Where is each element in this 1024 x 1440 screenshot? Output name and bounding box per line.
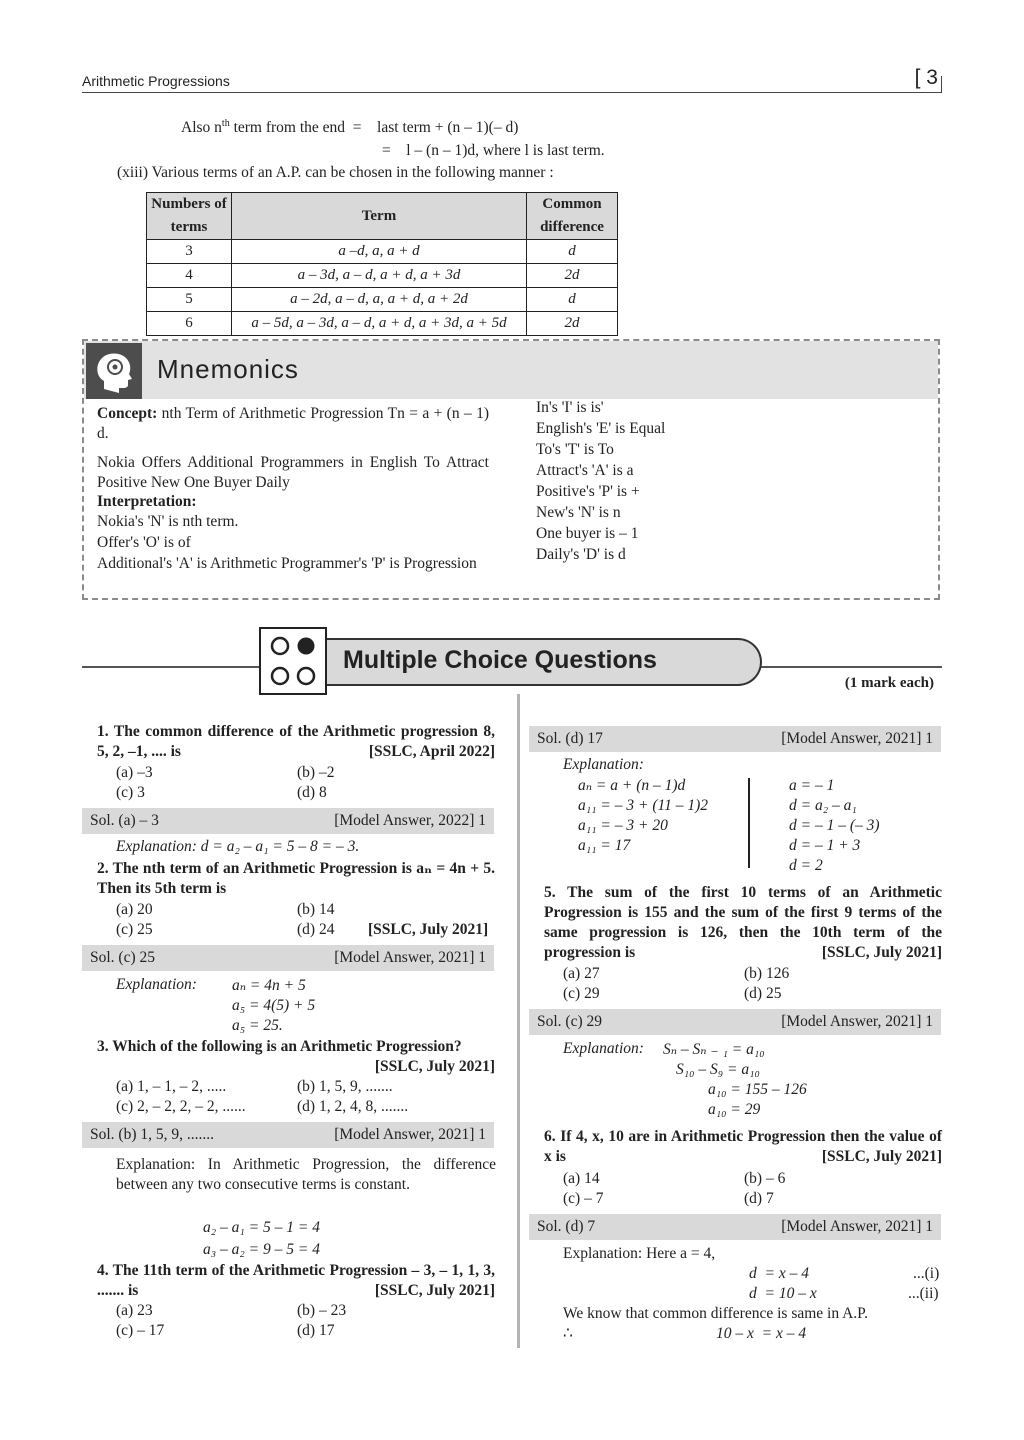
table-cell: 3 bbox=[147, 240, 232, 264]
option-d: (d) 25 bbox=[744, 985, 782, 1002]
table-row bbox=[147, 240, 618, 264]
table-cell: 2d bbox=[527, 312, 618, 336]
table-header-cell: Common difference bbox=[527, 193, 618, 240]
equation: a₁₁ = 17 bbox=[578, 837, 631, 854]
mnemonic-right-item: New's 'N' is n bbox=[536, 504, 621, 521]
equation: aₙ = 4n + 5 bbox=[232, 977, 306, 994]
mnemonic-right-item: English's 'E' is Equal bbox=[536, 420, 666, 437]
equation: d = a₂ – a₁ bbox=[789, 797, 857, 814]
equation: S₁₀ – S₉ = a₁₀ bbox=[676, 1061, 760, 1078]
option-c: (c) 2, – 2, 2, – 2, ...... bbox=[116, 1098, 246, 1115]
question-4: 4. The 11th term of the Arithmetic Progression – 3, – 1, 1, 3, ....... is [SSLC, July 2021] bbox=[97, 1262, 495, 1299]
table-row bbox=[147, 312, 618, 336]
option-d: (d) 7 bbox=[744, 1190, 774, 1207]
option-c: (c) – 7 bbox=[563, 1190, 604, 1207]
question-3: 3. Which of the following is an Arithmetic Progression? [SSLC, July 2021] bbox=[97, 1038, 495, 1075]
table-row bbox=[147, 288, 618, 312]
option-c: (c) – 17 bbox=[116, 1322, 165, 1339]
marks-note: (1 mark each) bbox=[844, 675, 934, 691]
option-a: (a) 20 bbox=[116, 901, 153, 918]
mnemonic-left-item: Offer's 'O' is of bbox=[97, 534, 191, 551]
equation: d = 2 bbox=[789, 857, 823, 874]
table-cell: a – 2d, a – d, a, a + d, a + 2d bbox=[232, 288, 527, 312]
mnemonic-right-item: In's 'I' is is' bbox=[536, 399, 604, 416]
equation-ref: ...(i) bbox=[913, 1265, 940, 1282]
equation: a₁₁ = – 3 + (11 – 1)2 bbox=[578, 797, 708, 814]
table-cell: 5 bbox=[147, 288, 232, 312]
table-cell: 6 bbox=[147, 312, 232, 336]
option-a: (a) 27 bbox=[563, 965, 600, 982]
equation: a₁₁ = – 3 + 20 bbox=[578, 817, 668, 834]
option-c: (c) 29 bbox=[563, 985, 600, 1002]
option-d: (d) 24 bbox=[297, 921, 335, 938]
equation: a₂ – a₁ = 5 – 1 = 4 bbox=[203, 1219, 320, 1236]
table-cell: d bbox=[527, 240, 618, 264]
equation: a₅ = 4(5) + 5 bbox=[232, 997, 316, 1014]
mnemonic-right-item: Positive's 'P' is + bbox=[536, 483, 640, 500]
options-circles-icon bbox=[259, 627, 327, 695]
head-gear-icon bbox=[86, 343, 142, 399]
table-cell: a – 3d, a – d, a + d, a + 3d bbox=[232, 264, 527, 288]
table-header-cell: Term bbox=[232, 193, 527, 240]
solution-bar: Sol. (c) 29 [Model Answer, 2021] 1 bbox=[529, 1009, 941, 1035]
explanation-label: Explanation: bbox=[563, 756, 644, 773]
option-b: (b) 1, 5, 9, ....... bbox=[297, 1078, 393, 1095]
solution-bar: Sol. (a) – 3 [Model Answer, 2022] 1 bbox=[82, 808, 494, 834]
equation: a₁₀ = 155 – 126 bbox=[708, 1081, 807, 1098]
equation: Sₙ – Sₙ ₋ ₁ = a₁₀ bbox=[663, 1041, 765, 1058]
table-cell: a –d, a, a + d bbox=[232, 240, 527, 264]
mnemonic-left-item: Nokia's 'N' is nth term. bbox=[97, 513, 239, 530]
question-1: 1. The common difference of the Arithmetic progression 8, 5, 2, –1, .... is [SSLC, April 2022] bbox=[97, 723, 495, 760]
option-a: (a) –3 bbox=[116, 764, 153, 781]
table-cell: d bbox=[527, 288, 618, 312]
explanation: Explanation: In Arithmetic Progression, the difference between any two consecutive terms is constant. bbox=[116, 1156, 496, 1193]
question-5: 5. The sum of the first 10 terms of an Arithmetic Progression is 155 and the sum of the first 9 terms of the same progression is 126, then the 10th term of the progression is [SSLC, July 2021] bbox=[544, 884, 942, 961]
mnemonic-interpretation-label: Interpretation: bbox=[97, 493, 197, 510]
option-b: (b) – 23 bbox=[297, 1302, 347, 1319]
equation: d = – 1 – (– 3) bbox=[789, 817, 880, 834]
solution-bar: Sol. (b) 1, 5, 9, ....... [Model Answer, 2021] 1 bbox=[82, 1122, 494, 1148]
option-a: (a) 14 bbox=[563, 1170, 600, 1187]
question-source: [SSLC, July 2021] bbox=[368, 921, 489, 938]
explanation: Explanation: Here a = 4, bbox=[563, 1245, 716, 1262]
option-a: (a) 1, – 1, – 2, ..... bbox=[116, 1078, 227, 1095]
intro-line-2: = l – (n – 1)d, where l is last term. bbox=[382, 142, 605, 159]
page-number: [ 3 bbox=[914, 66, 938, 89]
equation: d = x – 4 bbox=[749, 1265, 809, 1282]
option-d: (d) 17 bbox=[297, 1322, 335, 1339]
solution-bar: Sol. (d) 17 [Model Answer, 2021] 1 bbox=[529, 726, 941, 752]
equation-divider bbox=[748, 778, 750, 868]
terms-table bbox=[146, 192, 618, 336]
column-divider bbox=[517, 694, 520, 1348]
mnemonic-right-item: Attract's 'A' is a bbox=[536, 462, 634, 479]
mnemonics-title: Mnemonics bbox=[157, 354, 299, 384]
option-b: (b) 126 bbox=[744, 965, 790, 982]
mnemonic-phrase: Nokia Offers Additional Programmers in English To Attract Positive New One Buyer Daily bbox=[97, 454, 489, 491]
mcq-title: Multiple Choice Questions bbox=[343, 646, 657, 674]
mnemonic-concept: Concept: nth Term of Arithmetic Progression Tn = a + (n – 1) d. bbox=[97, 405, 489, 442]
question-2: 2. The nth term of an Arithmetic Progression is aₙ = 4n + 5. Then its 5th term is bbox=[97, 860, 495, 897]
running-header-title: Arithmetic Progressions bbox=[82, 73, 230, 89]
explanation-label: Explanation: bbox=[563, 1040, 644, 1057]
header-tick bbox=[941, 76, 942, 92]
intro-line-3: (xiii) Various terms of an A.P. can be chosen in the following manner : bbox=[117, 164, 554, 181]
explanation: Explanation: d = a₂ – a₁ = 5 – 8 = – 3. bbox=[116, 838, 360, 855]
therefore-symbol: ∴ bbox=[563, 1325, 573, 1342]
explanation-label: Explanation: bbox=[116, 976, 197, 993]
mnemonic-right-item: Daily's 'D' is d bbox=[536, 546, 626, 563]
solution-bar: Sol. (c) 25 [Model Answer, 2021] 1 bbox=[82, 945, 494, 971]
explanation-note: We know that common difference is same in A.P. bbox=[563, 1305, 868, 1322]
equation-ref: ...(ii) bbox=[908, 1285, 939, 1302]
mnemonic-left-item: Additional's 'A' is Arithmetic Programmer's 'P' is Progression bbox=[97, 555, 477, 572]
table-cell: 2d bbox=[527, 264, 618, 288]
equation: a₁₀ = 29 bbox=[708, 1101, 761, 1118]
option-d: (d) 1, 2, 4, 8, ....... bbox=[297, 1098, 409, 1115]
question-6: 6. If 4, x, 10 are in Arithmetic Progression then the value of x is [SSLC, July 2021] bbox=[544, 1128, 942, 1165]
equation: d = – 1 + 3 bbox=[789, 837, 861, 854]
equation: a = – 1 bbox=[789, 777, 835, 794]
table-header-row bbox=[147, 193, 618, 240]
equation: a₃ – a₂ = 9 – 5 = 4 bbox=[203, 1241, 320, 1258]
option-b: (b) – 6 bbox=[744, 1170, 786, 1187]
option-c: (c) 3 bbox=[116, 784, 145, 801]
mnemonic-right-item: To's 'T' is To bbox=[536, 441, 614, 458]
table-cell: 4 bbox=[147, 264, 232, 288]
equation: a₅ = 25. bbox=[232, 1017, 283, 1034]
option-a: (a) 23 bbox=[116, 1302, 153, 1319]
option-b: (b) 14 bbox=[297, 901, 335, 918]
table-cell: a – 5d, a – 3d, a – d, a + d, a + 3d, a + 5d bbox=[232, 312, 527, 336]
intro-line-1: Also $n^{th}$ term from the end = last term + (n – 1)(– d) bbox=[181, 118, 519, 137]
header-rule bbox=[82, 92, 942, 93]
equation: aₙ = a + (n – 1)d bbox=[578, 777, 686, 794]
table-header-cell: Numbers of terms bbox=[147, 193, 232, 240]
table-row bbox=[147, 264, 618, 288]
option-d: (d) 8 bbox=[297, 784, 327, 801]
equation: d = 10 – x bbox=[749, 1285, 817, 1302]
option-b: (b) –2 bbox=[297, 764, 335, 781]
mnemonic-right-item: One buyer is – 1 bbox=[536, 525, 639, 542]
option-c: (c) 25 bbox=[116, 921, 153, 938]
equation: 10 – x = x – 4 bbox=[716, 1325, 807, 1342]
solution-bar: Sol. (d) 7 [Model Answer, 2021] 1 bbox=[529, 1214, 941, 1240]
